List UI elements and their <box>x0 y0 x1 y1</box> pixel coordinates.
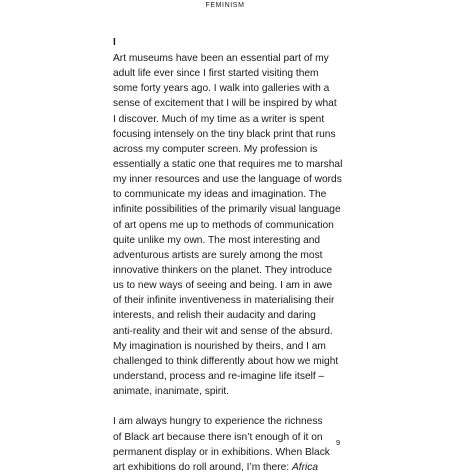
text-line: quite unlike my own. The most interesting and <box>113 234 321 246</box>
text-line: some forty years ago. I walk into galleries with a <box>113 83 330 95</box>
running-header: FEMINISM <box>205 2 245 9</box>
text-line: of their infinite inventiveness in materialising their <box>113 295 335 307</box>
text-line: understand, process and re-imagine life itself – <box>113 370 325 382</box>
italic-title: Africa <box>291 461 318 473</box>
text-line: permanent display or in exhibitions. When Black <box>113 446 330 458</box>
paragraph-2 <box>113 414 345 475</box>
text-line: focusing intensely on the tiny black print that runs <box>113 128 336 140</box>
text-line: sense of excitement that I will be inspired by what <box>113 98 337 110</box>
paragraph-gap <box>113 399 345 414</box>
text-line: to communicate my ideas and imagination. The <box>113 189 327 201</box>
text-line: adult life ever since I first started visiting them <box>113 68 319 80</box>
text-line: essentially a static one that requires me to marshal <box>113 158 343 170</box>
text-line: I discover. Much of my time as a writer is spent <box>113 113 325 125</box>
text-line: challenged to think differently about how we might <box>113 355 339 367</box>
text-line <box>113 460 345 475</box>
text-line: my inner resources and use the language of words <box>113 174 342 186</box>
text-line: adventurous artists are surely among the most <box>113 249 323 261</box>
text-line: infinite possibilities of the primarily visual language <box>113 204 341 216</box>
text-line: Art museums have been an essential part of my <box>113 53 329 64</box>
text-line: anti-reality and their wit and sense of the absurd. <box>113 325 333 337</box>
text-line-prefix: art exhibitions do roll around, I’m there: <box>113 461 292 473</box>
text-line: innovative thinkers on the planet. They introduce <box>113 264 332 276</box>
paragraph-1 <box>113 51 345 399</box>
page-number: 9 <box>336 438 341 447</box>
section-numeral: I <box>113 37 116 48</box>
text-line: of art opens me up to methods of communication <box>113 219 334 231</box>
text-line: I am always hungry to experience the richness <box>113 416 323 428</box>
text-line: animate, inanimate, spirit. <box>113 386 230 398</box>
body-text <box>113 51 345 475</box>
text-line: of Black art because there isn’t enough of it on <box>113 431 323 443</box>
text-line: across my computer screen. My profession is <box>113 143 318 155</box>
text-line: My imagination is nourished by theirs, and I am <box>113 340 326 352</box>
text-line: interests, and relish their audacity and daring <box>113 310 316 322</box>
text-line: us to new ways of seeing and being. I am in awe <box>113 280 333 292</box>
